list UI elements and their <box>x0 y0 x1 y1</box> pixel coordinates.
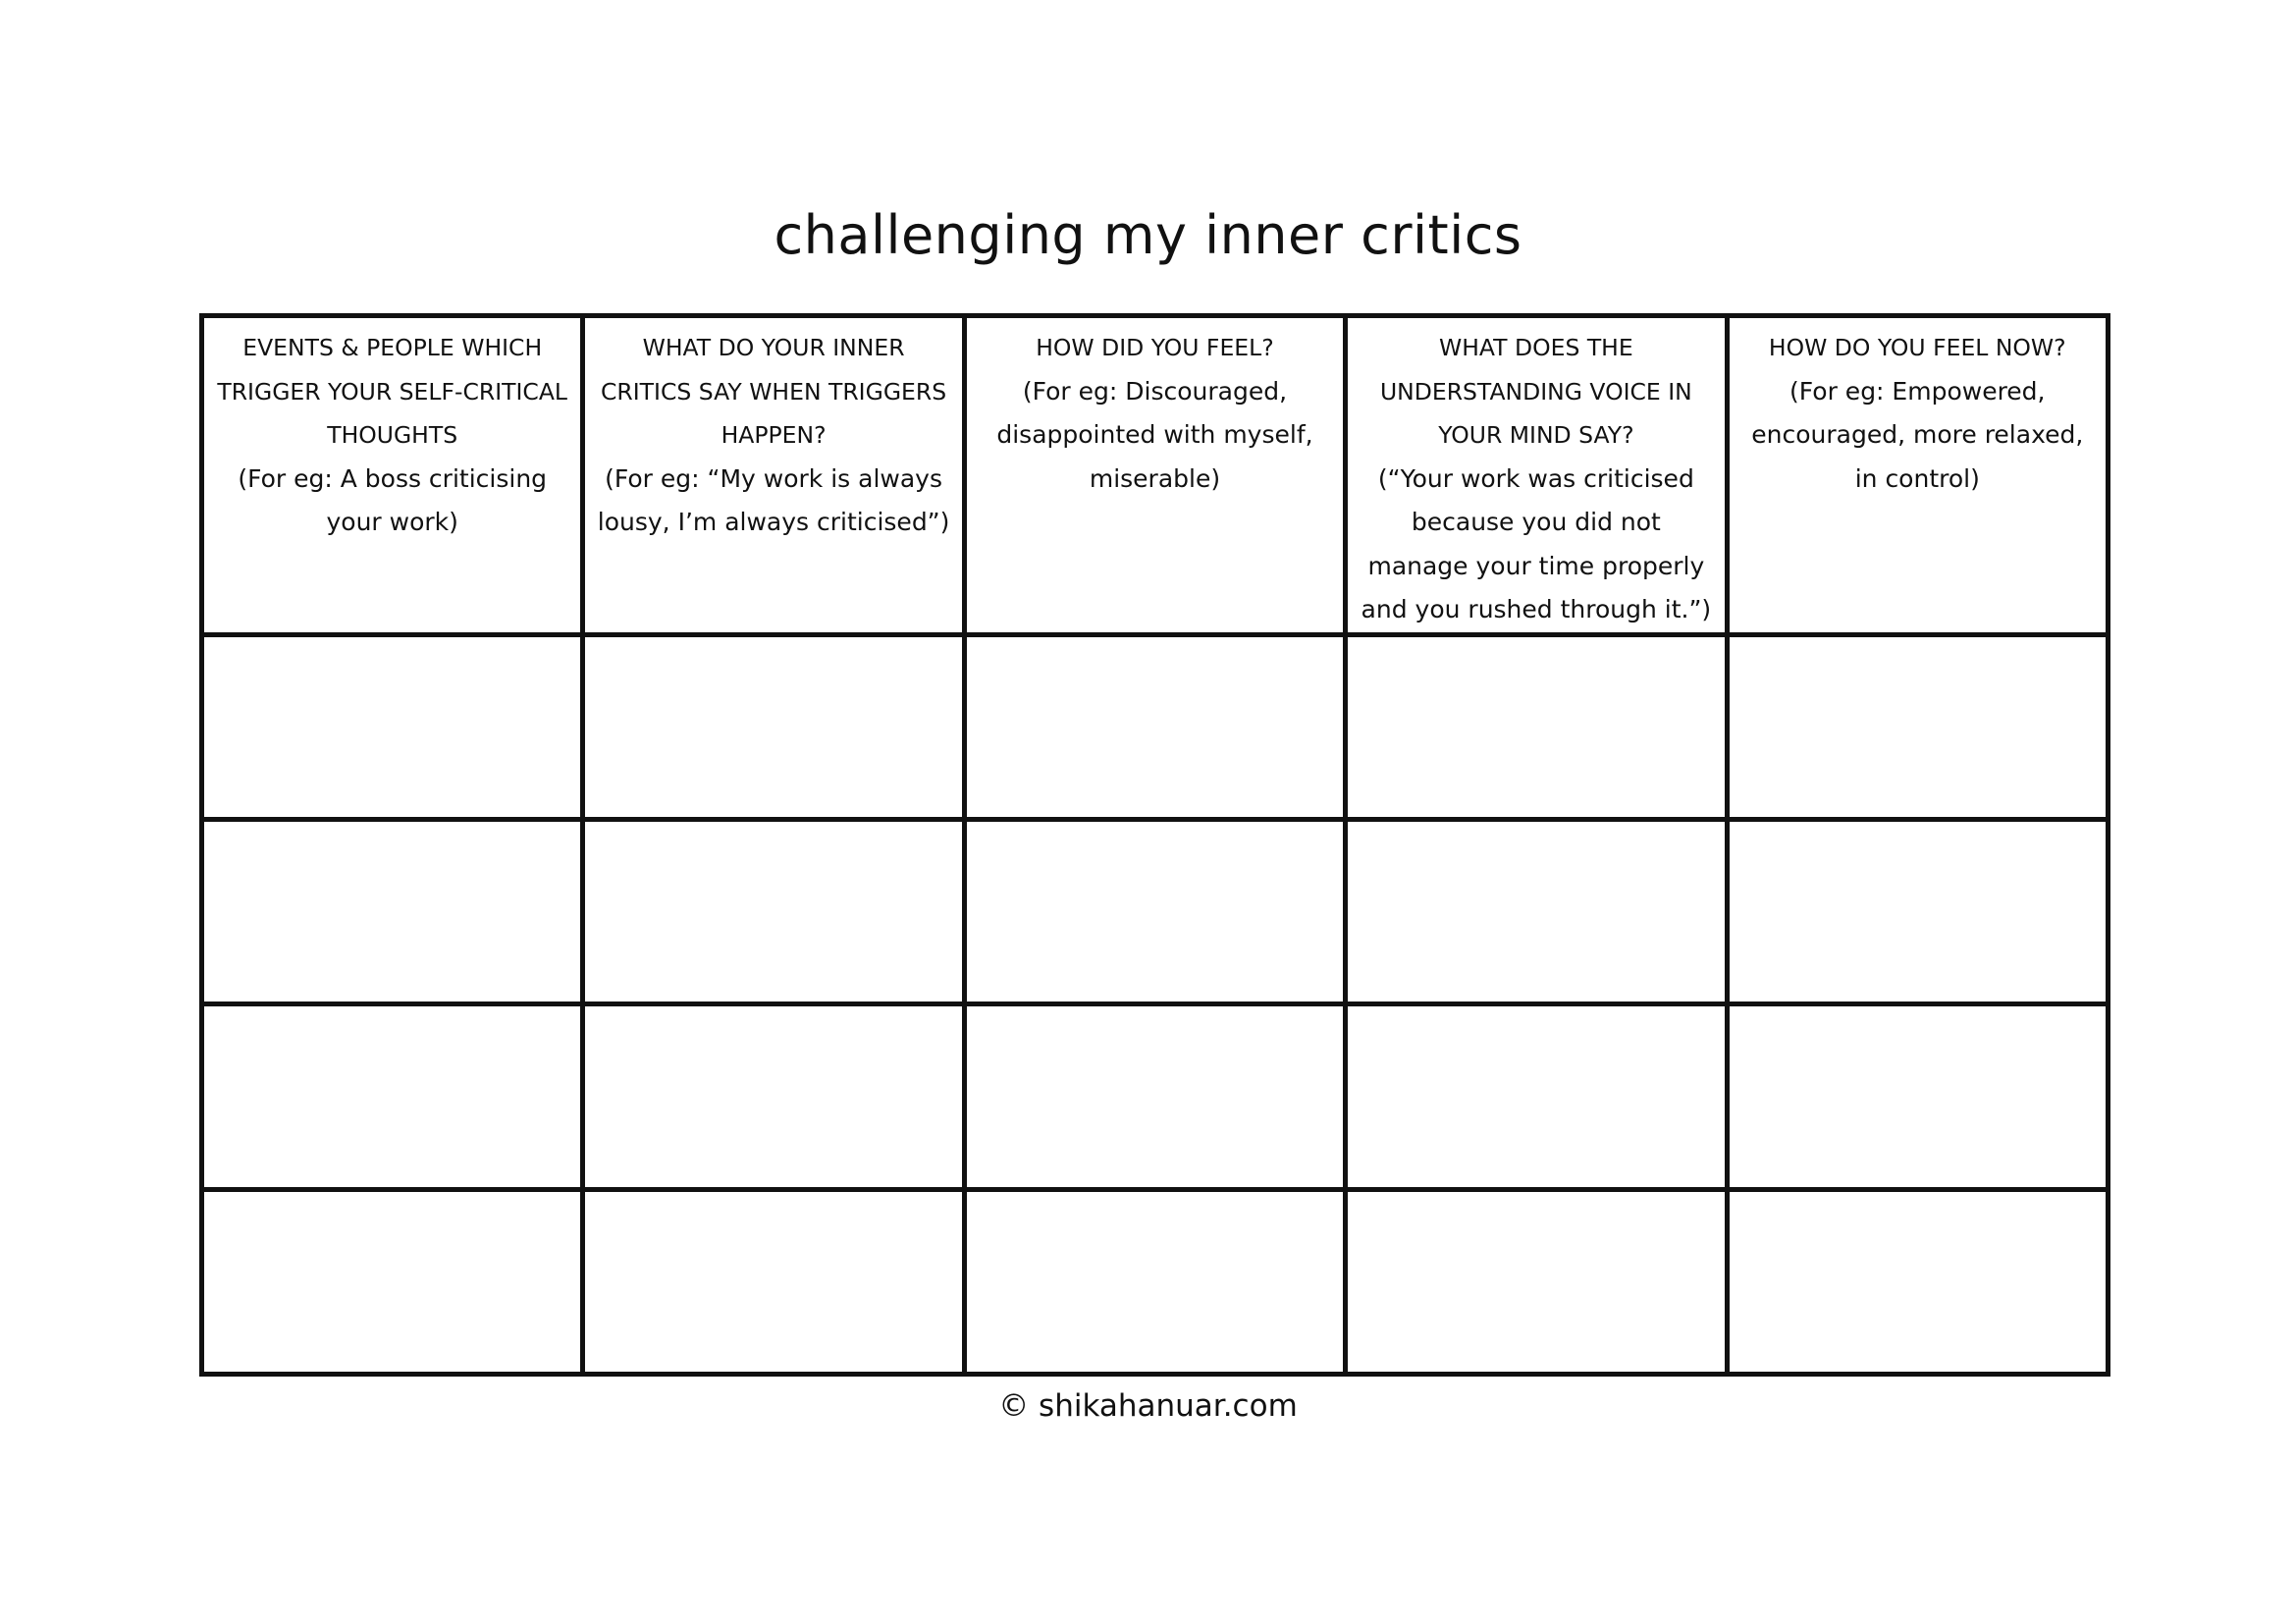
blank-entry-cell[interactable] <box>964 1189 1345 1374</box>
header-row <box>202 316 2109 635</box>
column-heading: WHAT DO YOUR INNER CRITICS SAY WHEN TRIGGERS HAPPEN? <box>601 334 947 449</box>
blank-entry-cell[interactable] <box>583 1004 964 1189</box>
column-example: (For eg: “My work is always lousy, I’m always criticised”) <box>597 463 950 536</box>
column-heading: WHAT DOES THE UNDERSTANDING VOICE IN YOUR MIND SAY? <box>1379 334 1692 449</box>
column-example: (For eg: Empowered, encouraged, more relaxed, in control) <box>1751 376 2084 493</box>
blank-entry-cell[interactable] <box>1346 819 1727 1003</box>
column-example: (For eg: A boss criticising your work) <box>238 463 548 536</box>
blank-entry-cell[interactable] <box>1727 819 2108 1003</box>
column-header-understanding-voice <box>1346 316 1727 635</box>
blank-entry-cell[interactable] <box>583 1189 964 1374</box>
table-row <box>202 1004 2109 1189</box>
copyright-footer: © shikahanuar.com <box>998 1388 1298 1424</box>
blank-entry-cell[interactable] <box>583 634 964 819</box>
inner-critics-worksheet-table <box>199 313 2110 1377</box>
column-header-feel-now <box>1727 316 2108 635</box>
blank-entry-cell[interactable] <box>202 819 583 1003</box>
column-example: (For eg: Discouraged, disappointed with myself, miserable) <box>996 376 1313 493</box>
blank-entry-cell[interactable] <box>964 1004 1345 1189</box>
table-row <box>202 634 2109 819</box>
blank-entry-cell[interactable] <box>583 819 964 1003</box>
column-header-inner-critics <box>583 316 964 635</box>
column-heading: HOW DO YOU FEEL NOW? <box>1768 334 2066 361</box>
blank-entry-cell[interactable] <box>202 634 583 819</box>
blank-entry-cell[interactable] <box>202 1189 583 1374</box>
column-heading: EVENTS & PEOPLE WHICH TRIGGER YOUR SELF-CRITICAL THOUGHTS <box>217 334 568 449</box>
blank-entry-cell[interactable] <box>964 819 1345 1003</box>
column-heading: HOW DID YOU FEEL? <box>1036 334 1274 361</box>
blank-entry-cell[interactable] <box>1346 1004 1727 1189</box>
table-row <box>202 819 2109 1003</box>
column-header-triggers <box>202 316 583 635</box>
blank-entry-cell[interactable] <box>1727 1004 2108 1189</box>
blank-entry-cell[interactable] <box>1727 634 2108 819</box>
column-example: (“Your work was criticised because you did not manage your time properly and you rushed through it.”) <box>1361 463 1712 623</box>
blank-entry-cell[interactable] <box>964 634 1345 819</box>
blank-entry-cell[interactable] <box>1346 1189 1727 1374</box>
column-header-feelings <box>964 316 1345 635</box>
blank-entry-cell[interactable] <box>202 1004 583 1189</box>
blank-entry-cell[interactable] <box>1346 634 1727 819</box>
table-row <box>202 1189 2109 1374</box>
blank-entry-cell[interactable] <box>1727 1189 2108 1374</box>
page-title: challenging my inner critics <box>774 204 1522 266</box>
